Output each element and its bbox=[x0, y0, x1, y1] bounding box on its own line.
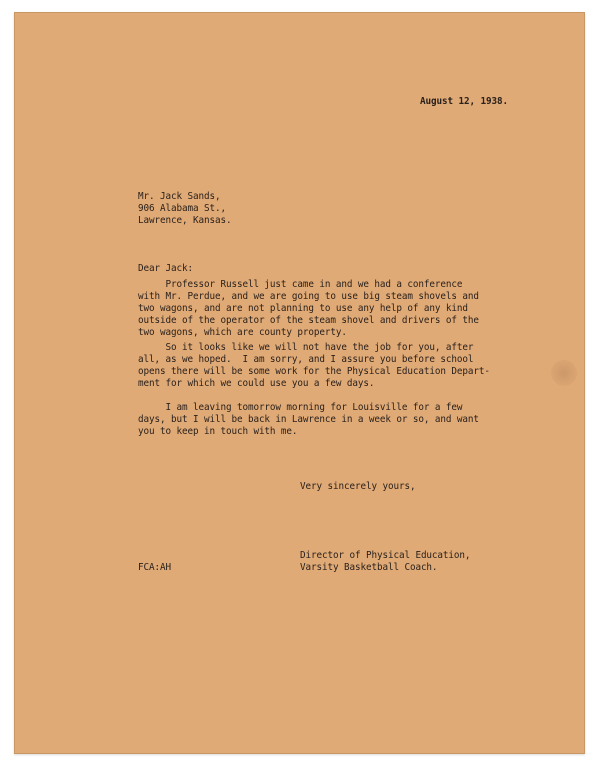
recipient-city: Lawrence, Kansas. bbox=[138, 215, 232, 226]
greeting: Dear Jack: bbox=[138, 263, 193, 274]
paragraph-line: So it looks like we will not have the job for you, after bbox=[138, 342, 474, 353]
paragraph-line: Professor Russell just came in and we had a conference bbox=[138, 279, 463, 290]
paragraph-line: with Mr. Perdue, and we are going to use big steam shovels and bbox=[138, 291, 479, 302]
paper-smudge bbox=[551, 360, 577, 386]
recipient-name: Mr. Jack Sands, bbox=[138, 191, 221, 202]
closing: Very sincerely yours, bbox=[300, 481, 416, 492]
letter-page bbox=[14, 12, 585, 754]
paragraph-line: you to keep in touch with me. bbox=[138, 426, 298, 437]
paragraph-line: two wagons, which are county property. bbox=[138, 327, 347, 338]
paragraph-line: days, but I will be back in Lawrence in a week or so, and want bbox=[138, 414, 479, 425]
paragraph-line: opens there will be some work for the Physical Education Depart- bbox=[138, 366, 490, 377]
recipient-street: 906 Alabama St., bbox=[138, 203, 226, 214]
paragraph-3 bbox=[138, 402, 479, 438]
paragraph-line: two wagons, and are not planning to use any help of any kind bbox=[138, 303, 468, 314]
paragraph-line: outside of the operator of the steam shovel and drivers of the bbox=[138, 315, 479, 326]
signature-subtitle: Varsity Basketball Coach. bbox=[300, 562, 438, 573]
reference-initials: FCA:AH bbox=[138, 562, 171, 573]
paragraph-1 bbox=[138, 279, 479, 339]
paragraph-line: I am leaving tomorrow morning for Louisville for a few bbox=[138, 402, 463, 413]
letter-date: August 12, 1938. bbox=[420, 96, 508, 107]
paragraph-line: all, as we hoped. I am sorry, and I assure you before school bbox=[138, 354, 474, 365]
signature-title: Director of Physical Education, bbox=[300, 550, 471, 561]
paragraph-2 bbox=[138, 342, 490, 390]
paragraph-line: ment for which we could use you a few days. bbox=[138, 378, 375, 389]
